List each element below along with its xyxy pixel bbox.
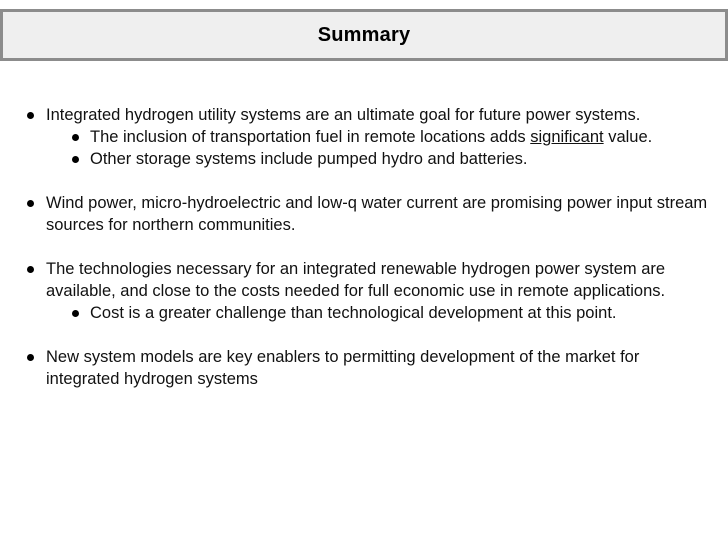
sub-bullet-text: Other storage systems include pumped hydro and batteries. [90,150,528,168]
slide-title: Summary [317,23,411,46]
bullet-text: New system models are key enablers to permitting development of the market for integrated hydrogen systems [46,348,640,388]
bullet-item [0,192,728,236]
bullet-item [0,104,728,126]
bullet-dot-icon [72,310,79,317]
sub-bullet-text: The inclusion of transportation fuel in remote locations adds [90,128,531,146]
bullet-dot-icon [27,266,34,273]
bullet-dot-icon [27,354,34,361]
bullet-item [0,346,728,390]
underlined-word: significant [530,128,604,146]
title-box [3,12,725,58]
sub-bullet-text: Cost is a greater challenge than technological development at this point. [90,304,617,322]
sub-bullet-item [0,126,728,148]
sub-bullet-item [0,302,728,324]
sub-bullet-item [0,148,728,170]
title-bar [0,9,728,61]
bullet-text: Integrated hydrogen utility systems are an ultimate goal for future power systems. [46,106,641,124]
bullet-text: The technologies necessary for an integrated renewable hydrogen power system are available, and close to the costs needed for full economic use in remote applications. [46,260,666,300]
bullet-text: Wind power, micro-hydroelectric and low-q water current are promising power input stream sources for northern communities. [46,194,708,234]
sub-bullet-text: value. [603,128,653,146]
bullet-dot-icon [27,200,34,207]
bullet-item [0,258,728,302]
bullet-dot-icon [72,156,79,163]
bullet-dot-icon [72,134,79,141]
bullet-list [0,104,728,390]
bullet-dot-icon [27,112,34,119]
